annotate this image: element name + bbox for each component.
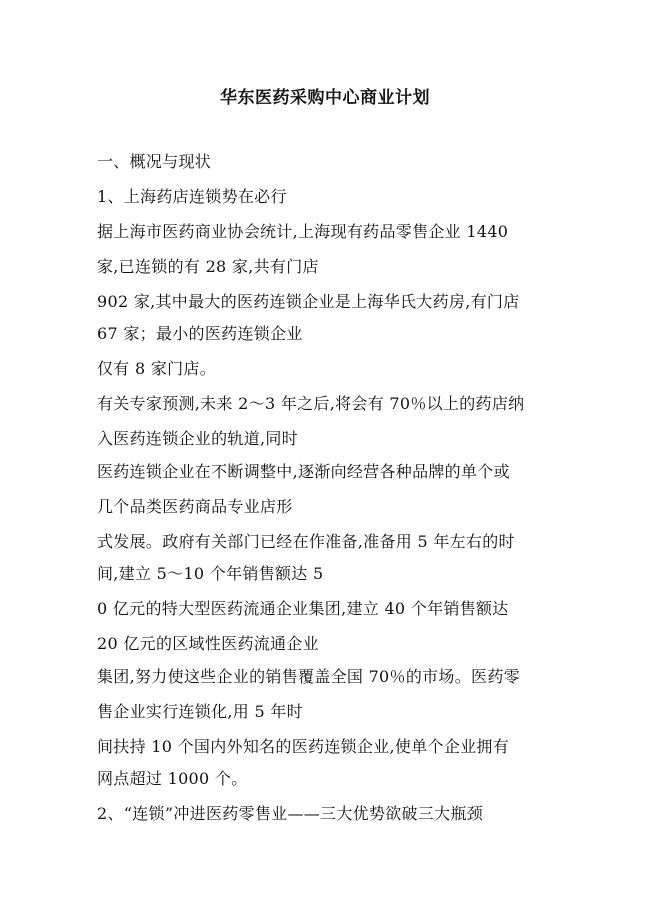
paragraph-line: 入医药连锁企业的轨道,同时 xyxy=(97,429,298,448)
paragraph-line: 间扶持 10 个国内外知名的医药连锁企业,使单个企业拥有 xyxy=(97,737,510,756)
section-heading-overview: 一、概况与现状 xyxy=(97,152,212,171)
paragraph-line: 有关专家预测,未来 2～3 年之后,将会有 70％以上的药店纳 xyxy=(97,394,525,413)
paragraph-line: 集团,努力使这些企业的销售覆盖全国 70％的市场。医药零 xyxy=(97,667,520,686)
paragraph-line: 家,已连锁的有 28 家,共有门店 xyxy=(97,257,319,276)
paragraph-line: 间,建立 5～10 个年销售额达 5 xyxy=(97,564,324,583)
subsection-heading-2: 2、“连锁”冲进医药零售业——三大优势欲破三大瓶颈 xyxy=(97,804,484,823)
paragraph-line: 网点超过 1000 个。 xyxy=(97,769,248,788)
subsection-heading-1: 1、上海药店连锁势在必行 xyxy=(97,187,287,206)
paragraph-line: 医药连锁企业在不断调整中,逐渐向经营各种品牌的单个或 xyxy=(97,462,510,481)
paragraph-line: 67 家；最小的医药连锁企业 xyxy=(97,324,303,343)
paragraph-line: 20 亿元的区域性医药流通企业 xyxy=(97,634,319,653)
paragraph-line: 几个品类医药商品专业店形 xyxy=(97,497,293,516)
paragraph-line: 据上海市医药商业协会统计,上海现有药品零售企业 1440 xyxy=(97,222,509,241)
document-title: 华东医药采购中心商业计划 xyxy=(220,88,430,108)
paragraph-line: 式发展。政府有关部门已经在作准备,准备用 5 年左右的时 xyxy=(97,532,515,551)
paragraph-line: 售企业实行连锁化,用 5 年时 xyxy=(97,702,303,721)
paragraph-line: 0 亿元的特大型医药流通企业集团,建立 40 个年销售额达 xyxy=(97,599,509,618)
paragraph-line: 902 家,其中最大的医药连锁企业是上海华氏大药房,有门店 xyxy=(97,292,520,311)
paragraph-line: 仅有 8 家门店。 xyxy=(97,359,217,378)
